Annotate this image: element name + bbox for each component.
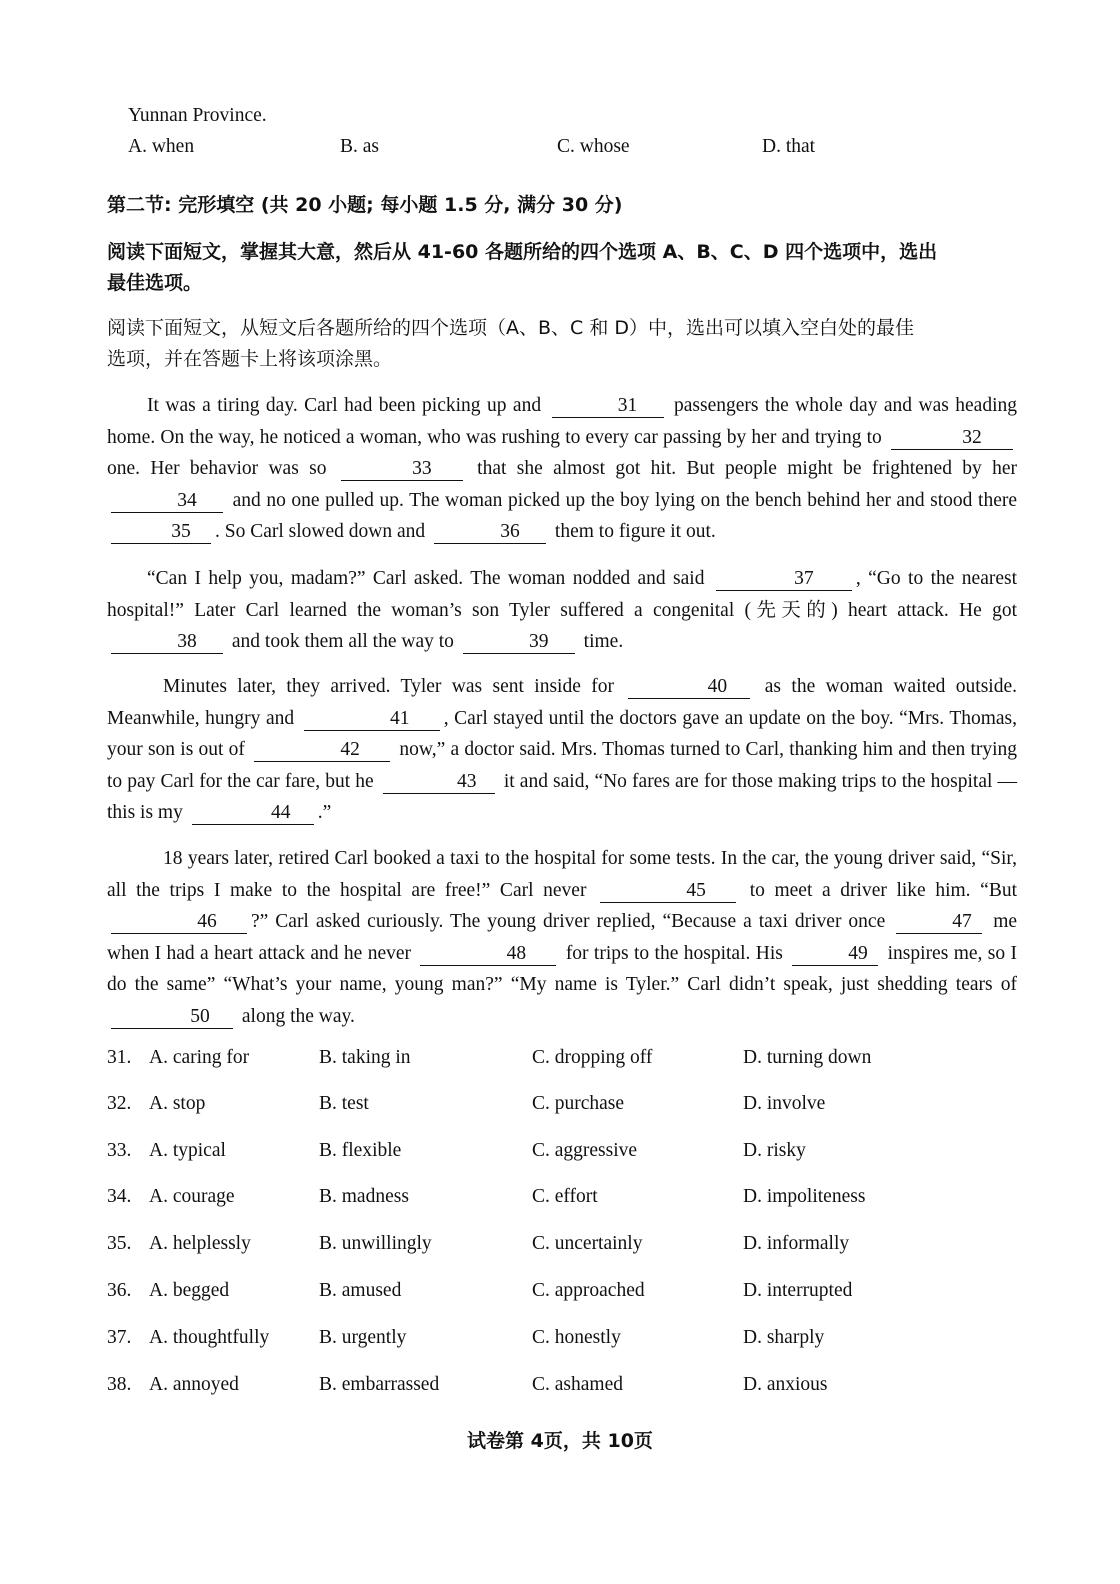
blank-41: 41 bbox=[304, 708, 440, 731]
passage-text: along the way. bbox=[241, 1005, 355, 1027]
option-b: B. embarrassed bbox=[319, 1374, 440, 1395]
blank-38: 38 bbox=[111, 631, 223, 654]
instruction-1a: 阅读下面短文，掌握其大意，然后从 41-60 各题所给的四个选项 A、B、C、D 四个选项中，选出 bbox=[107, 241, 938, 263]
prev-option-b: B. as bbox=[340, 136, 379, 157]
blank-49: 49 bbox=[792, 943, 878, 966]
option-d: D. involve bbox=[743, 1093, 826, 1114]
option-d: D. informally bbox=[743, 1233, 850, 1254]
option-a: A. begged bbox=[149, 1280, 230, 1301]
blank-46: 46 bbox=[111, 911, 247, 934]
passage-text: 18 years later, retired Carl booked a taxi to the hospital for some tests. In the car, the young driver said, “Sir, all the trips I make to the hospital are free!” Carl never bbox=[107, 848, 1017, 901]
question-number: 34. bbox=[107, 1186, 132, 1207]
passage-text: , Carl stayed until the doctors gave an update on the boy. “Mrs. Thomas, your son is out of bbox=[107, 707, 1018, 760]
instruction-1b: 最佳选项。 bbox=[107, 272, 203, 294]
option-c: C. purchase bbox=[532, 1093, 625, 1114]
passage-text: inspires me, so I do the same” “What’s your name, young man?” “My name is Tyler.” Carl didn’t speak, just shedding tears of bbox=[107, 942, 1017, 995]
option-b: B. madness bbox=[319, 1186, 409, 1207]
blank-45: 45 bbox=[600, 880, 736, 903]
blank-34: 34 bbox=[111, 490, 223, 513]
blank-31: 31 bbox=[552, 395, 664, 418]
option-a: A. thoughtfully bbox=[149, 1327, 270, 1348]
prev-option-a: A. when bbox=[128, 136, 195, 157]
instruction-2b: 选项，并在答题卡上将该项涂黑。 bbox=[107, 348, 393, 370]
passage-paragraph-1 bbox=[107, 390, 1017, 548]
passage-text: as the woman waited outside. Meanwhile, hungry and bbox=[107, 676, 1017, 729]
option-d: D. impoliteness bbox=[743, 1186, 866, 1207]
passage-paragraph-4 bbox=[107, 843, 1017, 1032]
prev-option-d: D. that bbox=[762, 136, 816, 157]
question-number: 35. bbox=[107, 1233, 132, 1254]
passage-text: it and said, “No fares are for those making trips to the hospital — this is my bbox=[107, 770, 1017, 823]
question-number: 36. bbox=[107, 1280, 132, 1301]
passage-text: that she almost got hit. But people might be frightened by her bbox=[477, 458, 1018, 479]
blank-36: 36 bbox=[434, 521, 546, 544]
option-a: A. courage bbox=[149, 1186, 235, 1207]
passage-text: one. Her behavior was so bbox=[107, 458, 327, 479]
option-b: B. flexible bbox=[319, 1140, 402, 1161]
option-d: D. interrupted bbox=[743, 1280, 853, 1301]
option-a: A. typical bbox=[149, 1140, 226, 1161]
option-c: C. aggressive bbox=[532, 1140, 638, 1161]
blank-32: 32 bbox=[891, 427, 1013, 450]
passage-text: Minutes later, they arrived. Tyler was sent inside for bbox=[163, 676, 614, 697]
passage-text: and took them all the way to bbox=[231, 631, 454, 652]
blank-37: 37 bbox=[716, 568, 852, 591]
passage-text: ?” Carl asked curiously. The young driver replied, “Because a taxi driver once bbox=[251, 911, 886, 932]
question-36 bbox=[107, 1280, 1007, 1310]
instruction-2a: 阅读下面短文，从短文后各题所给的四个选项（A、B、C 和 D）中，选出可以填入空白处的最佳 bbox=[107, 317, 915, 339]
blank-42: 42 bbox=[254, 739, 390, 762]
option-b: B. urgently bbox=[319, 1327, 407, 1348]
passage-text: .” bbox=[317, 802, 332, 823]
question-number: 37. bbox=[107, 1327, 132, 1348]
passage-text: and no one pulled up. The woman picked up the boy lying on the bench behind her and stood there bbox=[232, 489, 1017, 511]
option-a: A. annoyed bbox=[149, 1374, 239, 1395]
prev-option-c: C. whose bbox=[557, 136, 630, 157]
passage-text: them to figure it out. bbox=[554, 521, 716, 542]
blank-48: 48 bbox=[420, 943, 556, 966]
blank-40: 40 bbox=[628, 676, 750, 699]
question-33 bbox=[107, 1140, 1007, 1170]
passage-text: “Can I help you, madam?” Carl asked. The woman nodded and said bbox=[147, 568, 705, 589]
passage-text: me when I had a heart attack and he never bbox=[107, 911, 1018, 964]
page-footer: 试卷第 4页，共 10页 bbox=[467, 1430, 653, 1452]
option-c: C. effort bbox=[532, 1186, 598, 1207]
passage-text: passengers the whole day and was heading home. On the way, he noticed a woman, who was rushing to every car passing by her and trying to bbox=[107, 395, 1017, 448]
question-number: 31. bbox=[107, 1047, 132, 1068]
passage-text: time. bbox=[583, 631, 624, 652]
option-b: B. test bbox=[319, 1093, 369, 1114]
passage-text: now,” a doctor said. Mrs. Thomas turned to Carl, thanking him and then trying to pay Carl for the car fare, but he bbox=[107, 739, 1018, 792]
question-38 bbox=[107, 1374, 1007, 1404]
question-32 bbox=[107, 1093, 1007, 1123]
option-c: C. honestly bbox=[532, 1327, 621, 1348]
blank-43: 43 bbox=[383, 771, 495, 794]
option-b: B. taking in bbox=[319, 1047, 411, 1068]
passage-paragraph-2 bbox=[107, 563, 1017, 658]
blank-35: 35 bbox=[111, 521, 211, 544]
option-a: A. stop bbox=[149, 1093, 206, 1114]
prev-question-tail: Yunnan Province. bbox=[128, 105, 267, 126]
passage-text: to meet a driver like him. “But bbox=[749, 879, 1017, 901]
option-d: D. turning down bbox=[743, 1047, 872, 1068]
question-34 bbox=[107, 1186, 1007, 1216]
blank-47: 47 bbox=[896, 911, 982, 934]
question-37 bbox=[107, 1327, 1007, 1357]
question-number: 38. bbox=[107, 1374, 132, 1395]
blank-44: 44 bbox=[192, 802, 314, 825]
blank-50: 50 bbox=[111, 1006, 233, 1029]
option-a: A. caring for bbox=[149, 1047, 250, 1068]
option-c: C. ashamed bbox=[532, 1374, 623, 1395]
question-35 bbox=[107, 1233, 1007, 1263]
option-c: C. uncertainly bbox=[532, 1233, 643, 1254]
question-number: 32. bbox=[107, 1093, 132, 1114]
option-b: B. unwillingly bbox=[319, 1233, 432, 1254]
option-c: C. approached bbox=[532, 1280, 645, 1301]
section-title: 第二节: 完形填空 (共 20 小题; 每小题 1.5 分, 满分 30 分) bbox=[107, 194, 623, 216]
blank-33: 33 bbox=[341, 458, 463, 481]
passage-paragraph-3 bbox=[107, 671, 1017, 829]
passage-text: for trips to the hospital. His bbox=[565, 942, 783, 964]
blank-39: 39 bbox=[463, 631, 575, 654]
question-31 bbox=[107, 1047, 1007, 1077]
passage-text: . So Carl slowed down and bbox=[215, 521, 426, 542]
option-d: D. risky bbox=[743, 1140, 806, 1161]
option-a: A. helplessly bbox=[149, 1233, 251, 1254]
option-d: D. anxious bbox=[743, 1374, 828, 1395]
option-b: B. amused bbox=[319, 1280, 402, 1301]
passage-text: It was a tiring day. Carl had been picking up and bbox=[147, 395, 542, 416]
option-c: C. dropping off bbox=[532, 1047, 653, 1068]
passage-text: , “Go to the nearest hospital!” Later Carl learned the woman’s son Tyler suffered a congenital (先天的) heart attack. He got bbox=[107, 568, 1018, 621]
question-number: 33. bbox=[107, 1140, 132, 1161]
option-d: D. sharply bbox=[743, 1327, 825, 1348]
